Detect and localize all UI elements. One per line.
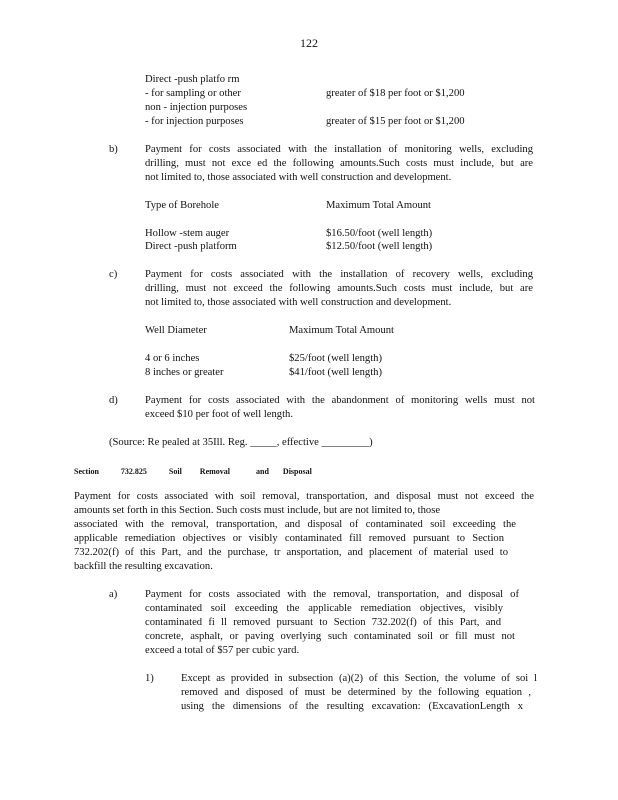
paragraph-line: drilling, must not exceed the following amounts.Such costs must include, but are bbox=[145, 283, 533, 294]
section-number: 732.825 bbox=[120, 467, 147, 476]
section-label: Section bbox=[74, 467, 99, 476]
item-label: 1) bbox=[145, 673, 154, 684]
section-title-word: and bbox=[256, 467, 269, 476]
intro-line: non - injection purposes bbox=[145, 102, 248, 113]
paragraph-line: contaminated fi ll removed pursuant to Section 732.202(f) of this Part, and bbox=[145, 617, 501, 628]
intro-row-right: greater of $18 per foot or $1,200 bbox=[326, 88, 465, 99]
paragraph-line: not limited to, those associated with well construction and development. bbox=[145, 297, 452, 308]
paragraph-line: using the dimensions of the resulting excavation: (ExcavationLength x bbox=[181, 701, 523, 712]
table-cell: $41/foot (well length) bbox=[289, 367, 382, 378]
intro-row-left: - for sampling or other bbox=[145, 88, 241, 99]
paragraph-line: Payment for costs associated with the installation of recovery wells, excluding bbox=[145, 269, 533, 280]
item-label: b) bbox=[109, 144, 118, 155]
paragraph-line: Payment for costs associated with the abandonment of monitoring wells must not bbox=[145, 395, 535, 406]
paragraph-line: removed and disposed of must be determined by the following equation , bbox=[181, 687, 531, 698]
table-header: Well Diameter bbox=[145, 325, 207, 336]
table-cell: Hollow -stem auger bbox=[145, 228, 230, 239]
paragraph-line: Payment for costs associated with the removal, transportation, and disposal of bbox=[145, 589, 519, 600]
table-cell: Direct -push platform bbox=[145, 241, 237, 252]
paragraph-line: exceed $10 per foot of well length. bbox=[145, 409, 293, 420]
paragraph-line: backfill the resulting excavation. bbox=[74, 561, 213, 572]
paragraph-line: Payment for costs associated with soil removal, transportation, and disposal must not exceed the bbox=[74, 491, 534, 502]
table-cell: $12.50/foot (well length) bbox=[326, 241, 433, 252]
paragraph-line: Except as provided in subsection (a)(2) of this Section, the volume of soi l bbox=[181, 673, 537, 684]
section-heading bbox=[74, 465, 312, 479]
table-header: Maximum Total Amount bbox=[326, 200, 432, 211]
paragraph-line: exceed a total of $57 per cubic yard. bbox=[145, 645, 300, 656]
paragraph-line: drilling, must not exce ed the following amounts.Such costs must include, but are bbox=[145, 158, 533, 169]
paragraph-line: contaminated soil exceeding the applicable remediation objectives, visibly bbox=[145, 603, 503, 614]
item-label: a) bbox=[109, 589, 118, 600]
section-title-word: Removal bbox=[199, 467, 231, 476]
paragraph-line: applicable remediation objectives or visibly contaminated fill removed pursuant to Section bbox=[74, 533, 504, 544]
paragraph-line: not limited to, those associated with well construction and development. bbox=[145, 172, 452, 183]
section-title-word: Disposal bbox=[282, 467, 312, 476]
table-cell: $25/foot (well length) bbox=[289, 353, 382, 364]
table-cell: 4 or 6 inches bbox=[145, 353, 200, 364]
section-title-word: Soil bbox=[168, 467, 182, 476]
paragraph-line: Payment for costs associated with the installation of monitoring wells, excluding bbox=[145, 144, 533, 155]
paragraph-line: associated with the removal, transportation, and disposal of contaminated soil exceeding the bbox=[74, 519, 516, 530]
intro-row-right: greater of $15 per foot or $1,200 bbox=[326, 116, 465, 127]
source-note: (Source: Re pealed at 35Ill. Reg. _____, effective _________) bbox=[109, 437, 373, 448]
paragraph-line: 732.202(f) of this Part, and the purchase, tr ansportation, and placement of material used to bbox=[74, 547, 508, 558]
paragraph-line: amounts set forth in this Section. Such costs must include, but are not limited to, those bbox=[74, 505, 441, 516]
page-number: 122 bbox=[300, 36, 318, 50]
item-label: c) bbox=[109, 269, 118, 280]
paragraph-line: concrete, asphalt, or paving overlying such contaminated soil or fill must not bbox=[145, 631, 515, 642]
table-header: Maximum Total Amount bbox=[289, 325, 395, 336]
item-label: d) bbox=[109, 395, 118, 406]
table-cell: 8 inches or greater bbox=[145, 367, 224, 378]
intro-row-left: - for injection purposes bbox=[145, 116, 244, 127]
table-cell: $16.50/foot (well length) bbox=[326, 228, 433, 239]
table-header: Type of Borehole bbox=[145, 200, 219, 211]
intro-line: Direct -push platfo rm bbox=[145, 74, 240, 85]
